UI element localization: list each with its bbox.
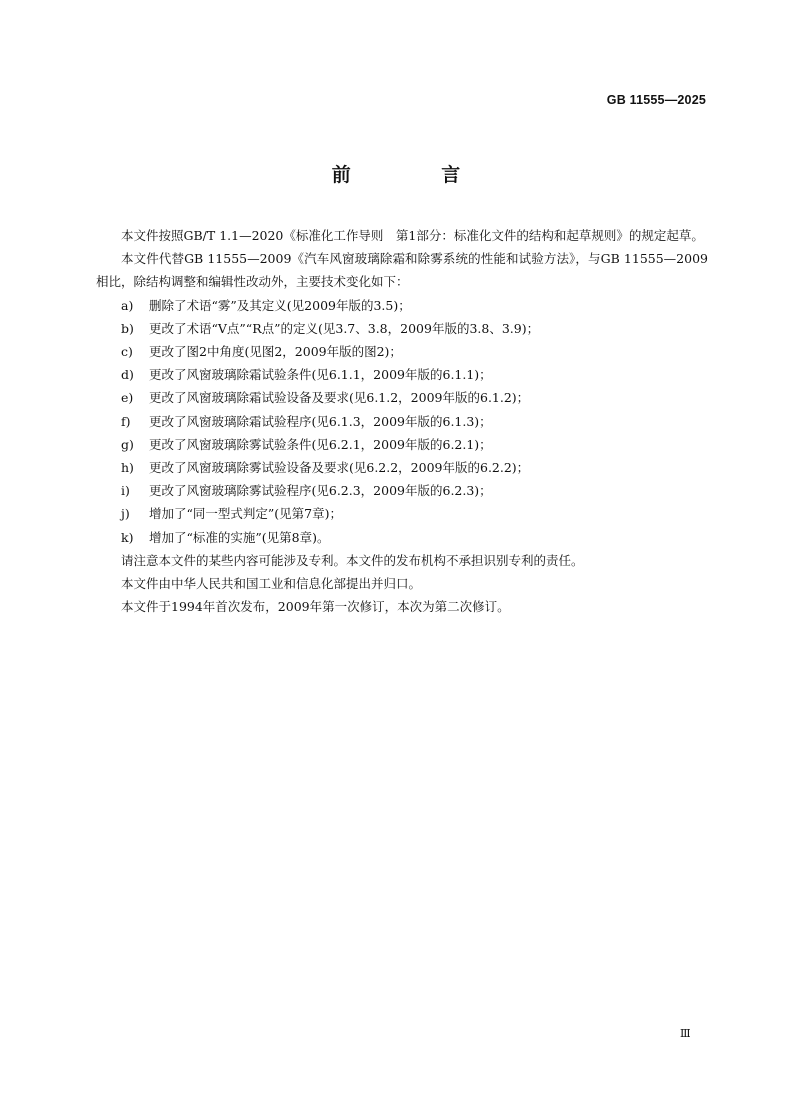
list-item-text: 更改了风窗玻璃除霜试验条件(见6.1.1，2009年版的6.1.1)； <box>149 367 492 383</box>
foreword-body <box>96 224 708 618</box>
list-item-mark: d) <box>121 367 134 383</box>
list-item-text: 增加了“同一型式判定”(见第7章)； <box>149 506 342 522</box>
list-item <box>96 363 708 386</box>
paragraph-replacement-note: 本文件代替GB 11555—2009《汽车风窗玻璃除霜和除雾系统的性能和试验方法》，与GB 11555—2009相比，除结构调整和编辑性改动外，主要技术变化如下： <box>96 251 708 290</box>
list-item <box>96 526 708 549</box>
list-item <box>96 340 708 363</box>
list-item-text: 更改了风窗玻璃除雾试验条件(见6.2.1，2009年版的6.2.1)； <box>149 436 492 452</box>
list-item <box>96 502 708 525</box>
list-item-mark: e) <box>121 390 134 406</box>
list-item-mark: b) <box>121 320 134 336</box>
paragraph-proposer: 本文件由中华人民共和国工业和信息化部提出并归口。 <box>121 576 422 592</box>
list-item <box>96 456 708 479</box>
list-item <box>96 410 708 433</box>
list-item-mark: h) <box>121 460 134 476</box>
list-item-mark: k) <box>121 529 134 545</box>
list-item-text: 更改了术语“V点”“R点”的定义(见3.7、3.8，2009年版的3.8、3.9)； <box>149 320 540 336</box>
list-item-text: 更改了风窗玻璃除雾试验设备及要求(见6.2.2，2009年版的6.2.2)； <box>149 460 530 476</box>
list-item-text: 更改了风窗玻璃除霜试验设备及要求(见6.1.2，2009年版的6.1.2)； <box>149 390 530 406</box>
list-item-text: 更改了图2中角度(见图2，2009年版的图2)； <box>149 344 402 360</box>
list-item <box>96 433 708 456</box>
paragraph-drafting-rule: 本文件按照GB/T 1.1—2020《标准化工作导则 第1部分：标准化文件的结构和起草规则》的规定起草。 <box>121 228 704 243</box>
list-item <box>96 294 708 317</box>
list-item <box>96 317 708 340</box>
paragraph-patent-note: 请注意本文件的某些内容可能涉及专利。本文件的发布机构不承担识别专利的责任。 <box>121 552 584 568</box>
list-item-mark: f) <box>121 413 131 429</box>
list-item-mark: a) <box>121 297 134 313</box>
list-item-mark: g) <box>121 436 134 452</box>
page-title: 前 言 <box>331 164 503 186</box>
paragraph-history: 本文件于1994年首次发布，2009年第一次修订，本次为第二次修订。 <box>121 599 510 615</box>
page-number: Ⅲ <box>680 1027 691 1040</box>
list-item-text: 增加了“标准的实施”(见第8章)。 <box>149 529 330 545</box>
list-item <box>96 386 708 409</box>
standard-code: GB 11555—2025 <box>606 93 706 107</box>
list-item-text: 更改了风窗玻璃除霜试验程序(见6.1.3，2009年版的6.1.3)； <box>149 413 492 429</box>
list-item-mark: i) <box>121 483 130 499</box>
list-item-mark: j) <box>121 506 130 522</box>
list-item-mark: c) <box>121 344 133 360</box>
list-item-text: 更改了风窗玻璃除雾试验程序(见6.2.3，2009年版的6.2.3)； <box>149 483 492 499</box>
list-item <box>96 479 708 502</box>
list-item-text: 删除了术语“雾”及其定义(见2009年版的3.5)； <box>149 297 411 313</box>
